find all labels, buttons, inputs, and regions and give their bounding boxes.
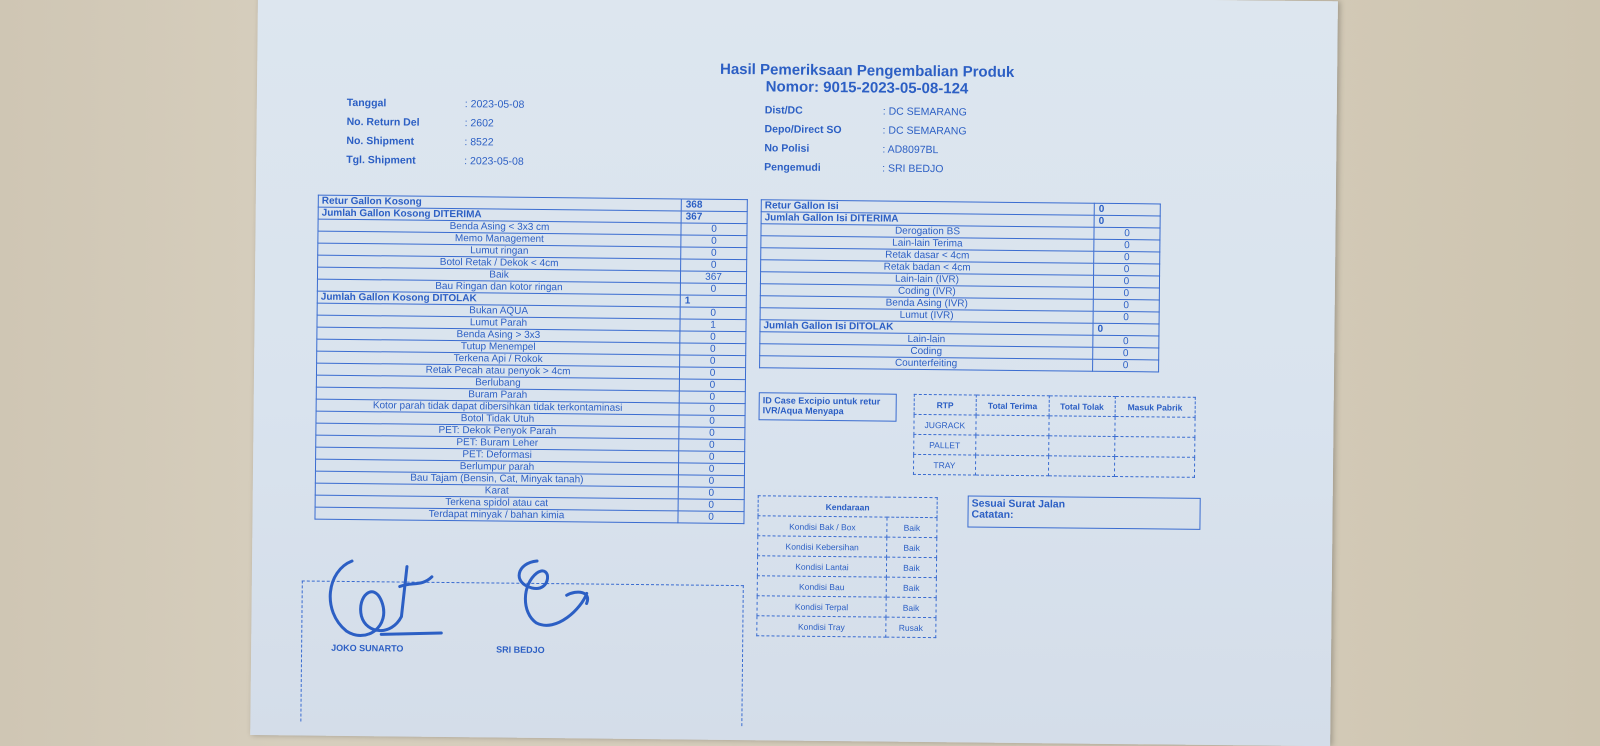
row-value: 0: [679, 427, 745, 440]
vehicle-row: Kondisi Tray Rusak: [757, 616, 936, 638]
row-label: Bau Ringan dan kotor ringan: [317, 279, 680, 295]
row-value: 0: [681, 223, 747, 236]
row-label: Baik: [317, 267, 680, 283]
row-value: 0: [1094, 263, 1160, 276]
row-value: 0: [680, 307, 746, 320]
row-label: Tutup Menempel: [317, 339, 680, 355]
row-label: Benda Asing (IVR): [760, 296, 1093, 311]
row-value: 0: [681, 247, 747, 260]
row-value: 0: [1093, 323, 1159, 336]
header-row: Dist/DC : DC SEMARANG: [764, 104, 967, 119]
notes-line-2: Catatan:: [971, 508, 1014, 521]
rtp-cell: [976, 435, 1049, 456]
row-label: Jumlah Gallon Isi DITOLAK: [760, 320, 1093, 335]
header-right: [764, 103, 967, 181]
row-label: Buram Parah: [316, 387, 679, 403]
row-value: 0: [680, 355, 746, 368]
notes-line-1: Sesuai Surat Jalan: [971, 497, 1066, 511]
row-value: 0: [681, 259, 747, 272]
signature-name-left: JOKO SUNARTO: [331, 642, 404, 654]
rtp-cell: [1115, 416, 1196, 437]
row-label: Terkena spidol atau cat: [315, 495, 678, 511]
row-value: 0: [680, 331, 746, 344]
row-label: Coding (IVR): [760, 284, 1093, 299]
row-value: 0: [679, 439, 745, 452]
header-row: Depo/Direct SO : DC SEMARANG: [764, 123, 967, 138]
row-value: 0: [1093, 287, 1159, 300]
row-value: 0: [679, 403, 745, 416]
row-label: PET: Deformasi: [316, 447, 679, 463]
row-value: 0: [678, 475, 744, 488]
row-value: 1: [680, 319, 746, 332]
row-value: 0: [1093, 275, 1159, 288]
rtp-row: JUGRACK: [914, 414, 1195, 437]
row-value: 0: [681, 235, 747, 248]
row-value: 1: [680, 295, 746, 308]
id-case-box: ID Case Excipio untuk retur IVR/Aqua Menyapa: [759, 392, 897, 421]
row-value: 0: [679, 415, 745, 428]
rtp-cell: [1049, 416, 1115, 437]
rtp-row: PALLET: [914, 434, 1195, 457]
vehicle-row: Kondisi Kebersihan Baik: [758, 536, 937, 558]
document-number: Nomor: 9015-2023-05-08-124: [765, 78, 969, 98]
empty-gallon-table: [314, 195, 747, 524]
rtp-cell: [1114, 436, 1195, 457]
header-row: No. Shipment : 8522: [346, 134, 494, 149]
row-value: 0: [1094, 215, 1160, 228]
signature-left-icon: [321, 546, 452, 647]
row-label: Retur Gallon Kosong: [318, 195, 681, 211]
row-label: PET: Dekok Penyok Parah: [316, 423, 679, 439]
vehicle-table: [756, 495, 937, 638]
row-label: Botol Tidak Utuh: [316, 411, 679, 427]
row-label: Retak Pecah atau penyok > 4cm: [316, 363, 679, 379]
rtp-cell: [1114, 456, 1195, 477]
document-title: Hasil Pemeriksaan Pengembalian Produk: [719, 60, 1015, 81]
vehicle-row: Kondisi Terpal Baik: [757, 596, 936, 618]
rtp-cell: [1048, 456, 1114, 477]
row-label: Botol Retak / Dekok < 4cm: [318, 255, 681, 271]
row-value: 0: [679, 451, 745, 464]
rtp-cell: [976, 415, 1049, 436]
header-row: Pengemudi : SRI BEDJO: [764, 161, 944, 176]
row-label: Kotor parah tidak dapat dibersihkan tidak terkontaminasi: [316, 399, 679, 415]
row-label: Jumlah Gallon Kosong DITERIMA: [318, 207, 681, 223]
document-title-block: [587, 59, 1147, 99]
row-value: 367: [681, 211, 747, 224]
row-value: 0: [679, 367, 745, 380]
row-label: Lumut (IVR): [760, 308, 1093, 323]
row-label: Jumlah Gallon Kosong DITOLAK: [317, 291, 680, 307]
row-label: Bukan AQUA: [317, 303, 680, 319]
report-paper: [250, 0, 1338, 746]
vehicle-header-row: Kendaraan: [758, 496, 937, 518]
row-value: 0: [680, 343, 746, 356]
rtp-cell: [1049, 436, 1115, 457]
row-value: 0: [1094, 251, 1160, 264]
row-label: Berlumpur parah: [315, 459, 678, 475]
row-label: Retak badan < 4cm: [761, 260, 1094, 275]
vehicle-row: Kondisi Bak / Box Baik: [758, 516, 937, 538]
row-value: 0: [1093, 299, 1159, 312]
row-label: Berlubang: [316, 375, 679, 391]
row-label: Lain-lain (IVR): [760, 272, 1093, 287]
row-value: 0: [1093, 347, 1159, 360]
rtp-header-row: RTP Total Terima Total Tolak Masuk Pabrik: [914, 394, 1195, 417]
row-label: Lain-lain: [760, 332, 1093, 347]
row-value: 0: [1093, 335, 1159, 348]
row-label: Terdapat minyak / bahan kimia: [315, 507, 678, 523]
signature-name-right: SRI BEDJO: [496, 644, 545, 656]
row-value: 0: [1094, 203, 1160, 216]
row-label: Memo Management: [318, 231, 681, 247]
row-label: Jumlah Gallon Isi DITERIMA: [761, 212, 1094, 227]
row-label: Lumut ringan: [318, 243, 681, 259]
header-row: Tanggal : 2023-05-08: [346, 96, 525, 111]
rtp-cell: [975, 455, 1048, 476]
row-value: 0: [1094, 239, 1160, 252]
filled-gallon-table: [759, 199, 1161, 372]
row-label: Bau Tajam (Bensin, Cat, Minyak tanah): [315, 471, 678, 487]
row-value: 0: [1093, 311, 1159, 324]
row-label: Counterfeiting: [760, 356, 1093, 371]
notes-box: [967, 495, 1200, 529]
row-label: Karat: [315, 483, 678, 499]
row-value: 0: [680, 283, 746, 296]
row-label: Retak dasar < 4cm: [761, 248, 1094, 263]
row-value: 0: [1094, 227, 1160, 240]
row-label: PET: Buram Leher: [316, 435, 679, 451]
row-value: 0: [679, 379, 745, 392]
row-value: 368: [681, 199, 747, 212]
rtp-table: [913, 394, 1196, 478]
row-value: 0: [678, 463, 744, 476]
row-value: 0: [1093, 359, 1159, 372]
vehicle-row: Kondisi Lantai Baik: [757, 556, 936, 578]
row-value: 0: [678, 487, 744, 500]
row-label: Lain-lain Terima: [761, 236, 1094, 251]
row-label: Derogation BS: [761, 224, 1094, 239]
row-label: Coding: [760, 344, 1093, 359]
header-row: No. Return Del : 2602: [346, 115, 494, 130]
row-value: 0: [678, 511, 744, 524]
signature-right-icon: [506, 553, 597, 639]
row-value: 367: [680, 271, 746, 284]
header-row: Tgl. Shipment : 2023-05-08: [346, 153, 524, 168]
row-label: Benda Asing > 3x3: [317, 327, 680, 343]
row-label: Lumut Parah: [317, 315, 680, 331]
row-label: Benda Asing < 3x3 cm: [318, 219, 681, 235]
row-label: Terkena Api / Rokok: [317, 351, 680, 367]
row-value: 0: [678, 499, 744, 512]
row-label: Retur Gallon Isi: [761, 200, 1094, 215]
vehicle-row: Kondisi Bau Baik: [757, 576, 936, 598]
header-row: No Polisi : AD8097BL: [764, 142, 939, 157]
rtp-row: TRAY: [913, 454, 1194, 477]
header-left: [346, 96, 524, 174]
row-value: 0: [679, 391, 745, 404]
